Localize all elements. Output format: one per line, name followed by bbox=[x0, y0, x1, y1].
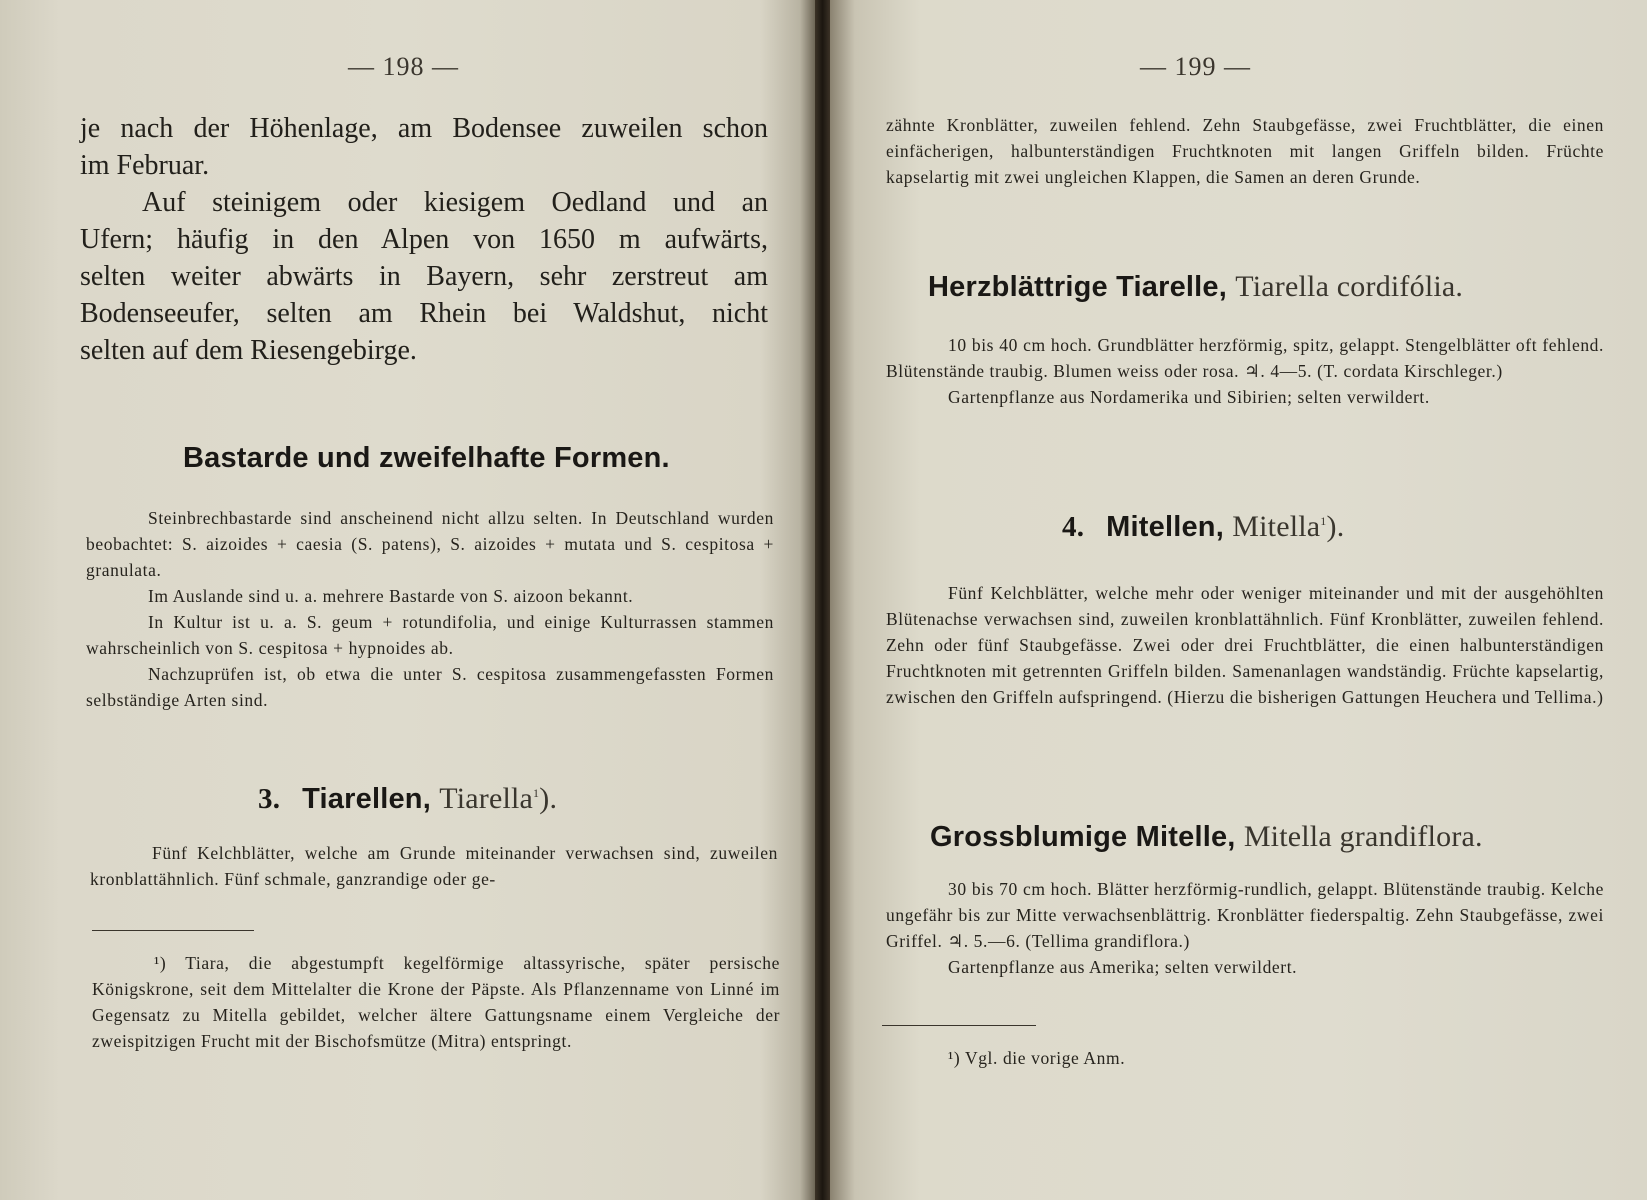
paragraph: Im Auslande sind u. a. mehrere Bastarde von S. aizoon bekannt. bbox=[148, 586, 634, 606]
footnote-ref: 1 bbox=[1320, 514, 1327, 528]
mitellen-text bbox=[886, 580, 1604, 710]
species-heading bbox=[928, 270, 1463, 304]
latin-name-end: ). bbox=[1326, 510, 1345, 543]
footnote-text: Vgl. die vorige Anm. bbox=[964, 1048, 1126, 1068]
paragraph: 30 bis 70 cm hoch. Blätter herzförmig-rundlich, gelappt. Blütenstände traubig. Kelche ungefähr bis zur Mitte verwachsenblättrig. Kronblätter fiederspaltig. Zehn Staubgefässe, zwei Griffel. ♃. 5.—6. (Tellima grandiflora.) bbox=[886, 879, 1604, 951]
section-number: 4. bbox=[1062, 511, 1085, 543]
text-line: im Februar. bbox=[80, 150, 210, 181]
section-title: Mitellen, bbox=[1106, 511, 1224, 543]
species-title: Herzblättrige Tiarelle, bbox=[928, 271, 1228, 303]
section-heading: Bastarde und zweifelhafte Formen. bbox=[183, 442, 670, 474]
book-gutter bbox=[815, 0, 830, 1200]
section-heading-mitellen bbox=[1062, 510, 1344, 544]
text-line: Bodenseeufer, selten am Rhein bei Waldshut, nicht bbox=[80, 298, 768, 329]
latin-name: Tiarella cordifólia. bbox=[1235, 270, 1464, 303]
gross-text bbox=[886, 876, 1604, 980]
paragraph: Steinbrechbastarde sind anscheinend nicht allzu selten. In Deutschland wurden beobachtet: S. aizoides + caesia (S. patens), S. aizoides + mutata und S. cespitosa + granulata. bbox=[86, 508, 774, 580]
right-page bbox=[830, 0, 1647, 1200]
text-line: Auf steinigem oder kiesigem Oedland und an bbox=[142, 187, 768, 218]
latin-name: Mitella grandiflora. bbox=[1243, 820, 1483, 853]
footnote-marker: ¹) bbox=[154, 953, 167, 973]
footnote-rule bbox=[882, 1025, 1036, 1026]
footnote-ref: 1 bbox=[533, 786, 540, 800]
section-heading-tiarellen bbox=[258, 782, 557, 816]
paragraph: Fünf Kelchblätter, welche am Grunde miteinander verwachsen sind, zuweilen kronblattähnlich. Fünf schmale, ganzrandige oder ge- bbox=[90, 843, 778, 889]
page-number: — 199 — bbox=[1140, 52, 1251, 81]
footnote-text: Tiara, die abgestumpft kegelförmige altassyrische, später persische Königskrone, seit dem Mittelalter die Krone der Päpste. Als Pflanzenname von Linné im Gegensatz zu Mitella gebildet, welcher ältere Gattungsname einem Vergleiche der zweispitzigen Frucht mit der Bischofsmütze (Mitra) entspringt. bbox=[92, 953, 780, 1051]
species-title: Grossblumige Mitelle, bbox=[930, 821, 1236, 853]
continued-text bbox=[886, 112, 1604, 190]
page-number: — 198 — bbox=[348, 52, 459, 81]
footnote bbox=[886, 1045, 1604, 1071]
paragraph: In Kultur ist u. a. S. geum + rotundifolia, und einige Kulturrassen stammen wahrscheinlich von S. cespitosa + hypnoides ab. bbox=[86, 612, 774, 658]
latin-name-end: ). bbox=[539, 782, 558, 815]
paragraph: Gartenpflanze aus Nordamerika und Sibirien; selten verwildert. bbox=[948, 387, 1430, 407]
latin-name bbox=[439, 782, 557, 815]
footnote bbox=[92, 950, 780, 1054]
latin-name-text: Tiarella bbox=[439, 782, 534, 815]
tiarellen-text bbox=[90, 840, 778, 892]
paragraph: Gartenpflanze aus Amerika; selten verwildert. bbox=[948, 957, 1298, 977]
paragraph: 10 bis 40 cm hoch. Grundblätter herzförmig, spitz, gelappt. Stengelblätter oft fehlend. Blütenstände traubig. Blumen weiss oder rosa. ♃. 4—5. (T. cordata Kirschleger.) bbox=[886, 335, 1604, 381]
text-line: selten auf dem Riesengebirge. bbox=[80, 335, 417, 366]
footnote-rule bbox=[92, 930, 254, 931]
text-line: je nach der Höhenlage, am Bodensee zuweilen schon bbox=[80, 113, 768, 144]
section-number: 3. bbox=[258, 783, 281, 815]
body-text-top bbox=[80, 110, 768, 369]
paragraph: Nachzuprüfen ist, ob etwa die unter S. cespitosa zusammengefassten Formen selbständige Arten sind. bbox=[86, 664, 774, 710]
latin-name-text: Mitella bbox=[1232, 510, 1321, 543]
text-line: selten weiter abwärts in Bayern, sehr zerstreut am bbox=[80, 261, 768, 292]
species-heading bbox=[930, 820, 1483, 854]
footnote-marker: ¹) bbox=[948, 1048, 961, 1068]
section-title: Tiarellen, bbox=[302, 783, 431, 815]
bastarde-text bbox=[86, 505, 774, 713]
latin-name bbox=[1232, 510, 1344, 543]
herz-text bbox=[886, 332, 1604, 410]
left-page bbox=[0, 0, 815, 1200]
paragraph: Fünf Kelchblätter, welche mehr oder weniger miteinander und mit der ausgehöhlten Blütenachse verwachsen sind, zuweilen kronblattähnlich. Fünf Kronblätter, zuweilen fehlend. Zehn oder fünf Staubgefässe. Zwei oder drei Fruchtblätter, die einen halbunterständigen Fruchtknoten mit getrennten Griffeln bilden. Samenanlagen wandständig. Früchte kapselartig, zwischen den Griffeln aufspringend. (Hierzu die bisherigen Gattungen Heuchera und Tellima.) bbox=[886, 583, 1604, 707]
paragraph: zähnte Kronblätter, zuweilen fehlend. Zehn Staubgefässe, zwei Fruchtblätter, die einen einfächerigen, halbunterständigen Fruchtknoten mit langen Griffeln bilden. Früchte kapselartig mit zwei ungleichen Klappen, die Samen an deren Grunde. bbox=[886, 115, 1604, 187]
text-line: Ufern; häufig in den Alpen von 1650 m aufwärts, bbox=[80, 224, 768, 255]
